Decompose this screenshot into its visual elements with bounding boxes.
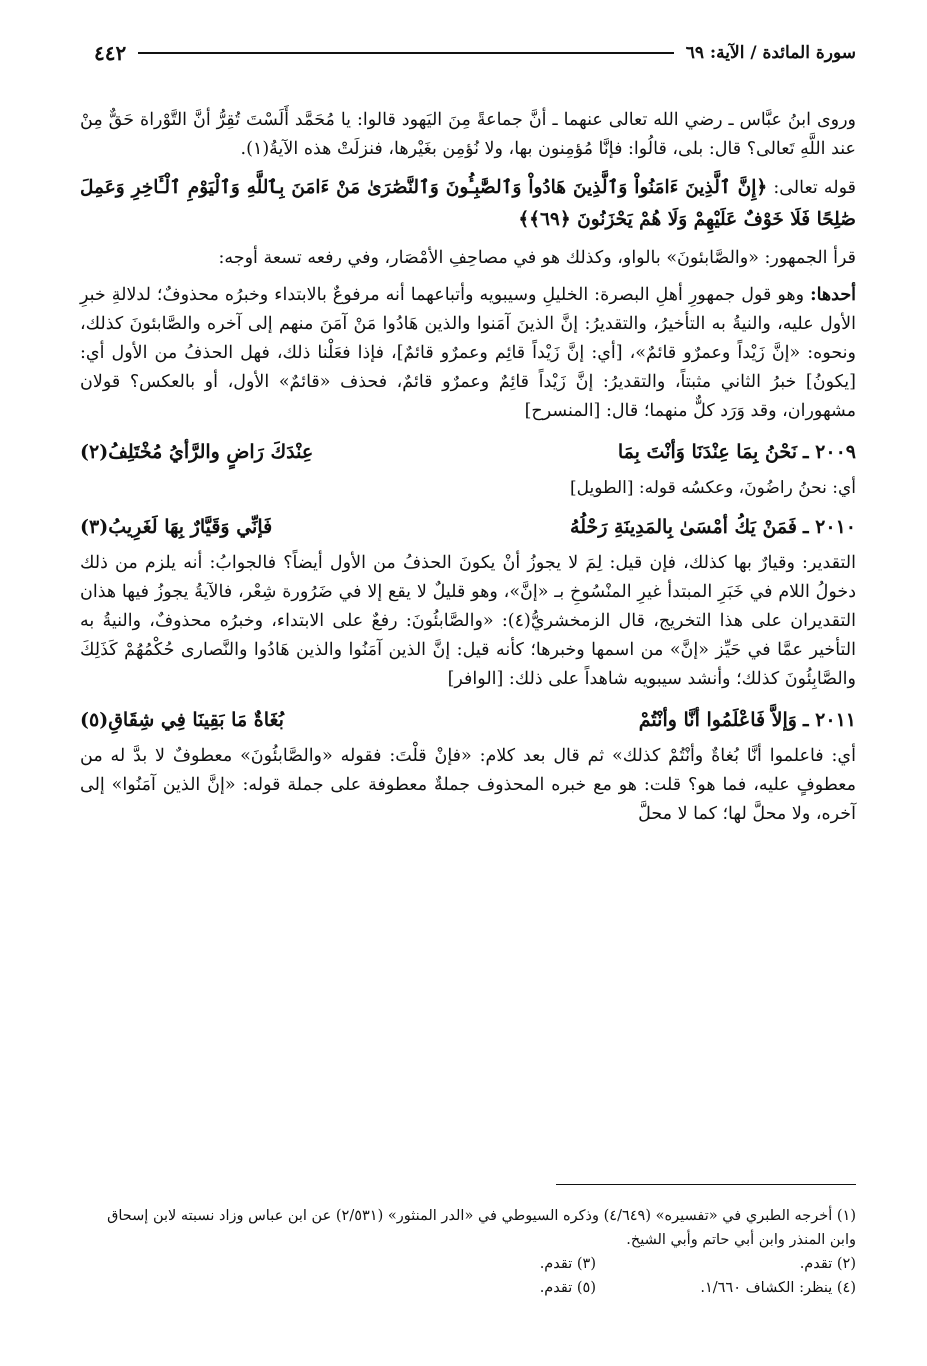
paragraph-3 [80,281,856,426]
header-rule [138,52,673,54]
ayah-intro: قوله تعالى: [773,178,856,198]
verse-first-hemistich: وَإلاَّ فَاعْلَمُوا أنَّا وأنْتُمْ [638,709,797,731]
footnote-row [80,1276,856,1300]
verse-second-hemistich: فَإنِّي وَقَيَّارٌ بِهَا لَغَرِيبُ(٣) [79,516,273,538]
footnote-divider [556,1184,856,1185]
verse-number: ٢٠٠٩ ـ [802,441,856,463]
poem-verse-2009 [80,434,856,470]
verse-number: ٢٠١٠ ـ [802,516,856,538]
paragraph-4: التقدير: وقيارٌ بها كذلك، فإن قيل: لِمَ لا يجوزُ أنْ يكونَ الحذفُ من الأول أيضاً؟ فالجوابُ: أنه يلزم من ذلك دخولُ اللام في خَبَرِ المبتدأ غيرِ المنْسُوخِ بـ «إنَّ»، وهو قليلٌ لا يقع إلا في ضَرُورة شِعْر، فالآيةُ يجوزُ فيها هذان التقديران على هذا التخريج، قال الزمخشريُّ(٤): «والصَّابئُونَ: رفعٌ على الابتداء، وخبرُه محذوفٌ، والنيةُ به التأخير عمَّا في حَيِّز «إنَّ» من اسمها وخبرها؛ كأنه قيل: إنَّ الذين آمَنُوا والذين هَادُوا والنَّصارى حُكْمُهُمْ كَذَلِكَ والصَّابِئُونَ كذلك؛ وأنشد سيبويه شاهداً على ذلك: [الوافر] [80,553,856,689]
footnote-4: (٤) ينظر: الكشاف ١/٦٦٠. [700,1280,856,1296]
footnote-row [80,1252,856,1276]
poem-verse-2010 [80,509,856,545]
sura-reference: سورة المائدة / الآية: ٦٩ [685,43,856,63]
paragraph-5: أي: فاعلموا أنَّا بُغاةٌ وأنْتُمْ كذلك» ثم قال بعد كلام: «فإنْ قلْتَ: فقوله «والصَّابئُونَ» معطوفٌ لا بدَّ له من معطوفٍ عليه، فما هو؟ قلت: هو مع خبره المحذوف جملةٌ معطوفة على جملة قوله: «إنَّ الذين آمَنُوا» إلى آخره، ولا محلَّ لها؛ كما لا محلَّ [80,746,856,824]
paragraph-3-text: وهو قول جمهورِ أهلِ البصرة: الخليلِ وسيبويه وأتباعهما أنه مرفوعٌ بالابتداء وخبرُه محذوفٌ؛ لدلالةِ خبرِ الأول عليه، والنيةُ به التأخيرُ، والتقديرُ: إنَّ الذينَ آمَنوا والذين هَادُوا مَنْ آمَنَ منهم إلى آخره والصَّابئونَ كذلك، ونحوه: «إنَّ زَيْداً وعمرٌو قائمٌ»، [أي: إنَّ زَيْداً قائِم وعمرٌو قائمٌ]، فإذا فعَلْنا ذلك، فهل الحذفُ من الأول أي: [يكونُ] خبرُ الثاني مثبتاً، والتقديرُ: إنَّ زَيْداً قائِمٌ وعمرٌو قائمٌ، فحذف «قائمٌ» الأول، أو بالعكس؟ قولان مشهوران، وقد وَرَد كلٌّ منهما؛ قال: [المنسرح] [80,285,856,421]
ayah-block [80,172,856,236]
verse-number: ٢٠١١ ـ [802,709,856,731]
footnote-2: (٢) تقدم. [799,1256,856,1272]
paragraph-1: وروى ابنُ عبَّاس ـ رضي الله تعالى عنهما ـ أنَّ جماعةً مِنَ اليَهود قالوا: يا مُحَمَّد أَلَسْتَ تُقِرُّ أنَّ التَّوْراة حَقٌّ مِنْ عند اللَّهِ تَعالى؟ قال: بلى، قالُوا: فإنَّا مُؤمِنون بها، ولا نُؤمِن بغَيْرها، فنزلَتْ هذه الآيةُ(١). [80,110,856,159]
page-number: ٤٤٢ [94,41,127,65]
verse-second-hemistich: عِنْدَكَ رَاضٍ والرَّأيُ مُخْتَلِفُ(٢) [79,441,314,463]
footnotes [80,1204,856,1300]
footnote-5: (٥) تقدم. [539,1280,596,1296]
verse-first-hemistich: نَحْنُ بِمَا عِنْدَنَا وَأنْتَ بِمَا [617,441,797,463]
main-text [80,106,856,837]
poem-verse-2011 [80,702,856,738]
page-header [80,38,856,68]
note-2009: أي: نحنُ راضُونَ، وعكسُه قوله: [الطويل] [570,478,856,498]
page [80,28,856,1348]
footnote-3: (٣) تقدم. [539,1256,596,1272]
paragraph-3-lead: أحدها: [810,285,856,305]
verse-first-hemistich: فَمَنْ يَكُ أمْسَىٰ بِالمَدِينَةِ رَحْلُهُ [570,516,797,538]
quran-verse: ﴿إِنَّ ٱلَّذِينَ ءَامَنُواْ وَٱلَّذِينَ هَادُواْ وَٱلصَّٰبِـُٔونَ وَٱلنَّصَٰرَىٰ مَنْ ءَامَنَ بِٱللَّهِ وَٱلْيَوْمِ ٱلْـَٔاخِرِ وَعَمِلَ صَٰلِحًا فَلَا خَوْفٌ عَلَيْهِمْ وَلَا هُمْ يَحْزَنُونَ ﴿٦٩﴾﴾ [80,177,856,230]
verse-second-hemistich: بُغَاةٌ مَا بَقِينَا فِي شِقَاقِ(٥) [79,709,284,731]
paragraph-2: قرأ الجمهور: «والصَّابئونَ» بالواو، وكذلك هو في مصاحِفِ الأمْصَار، وفي رفعه تسعة أوجه: [218,248,856,268]
footnote-1: (١) أخرجه الطبري في «تفسيره» (٤/٦٤٩) وذكره السيوطي في «الدر المنثور» (٢/٥٣١) عن ابن عباس وزاد نسبته لابن إسحاق وابن المنذر وابن أبي حاتم وأبي الشيخ. [107,1208,856,1248]
